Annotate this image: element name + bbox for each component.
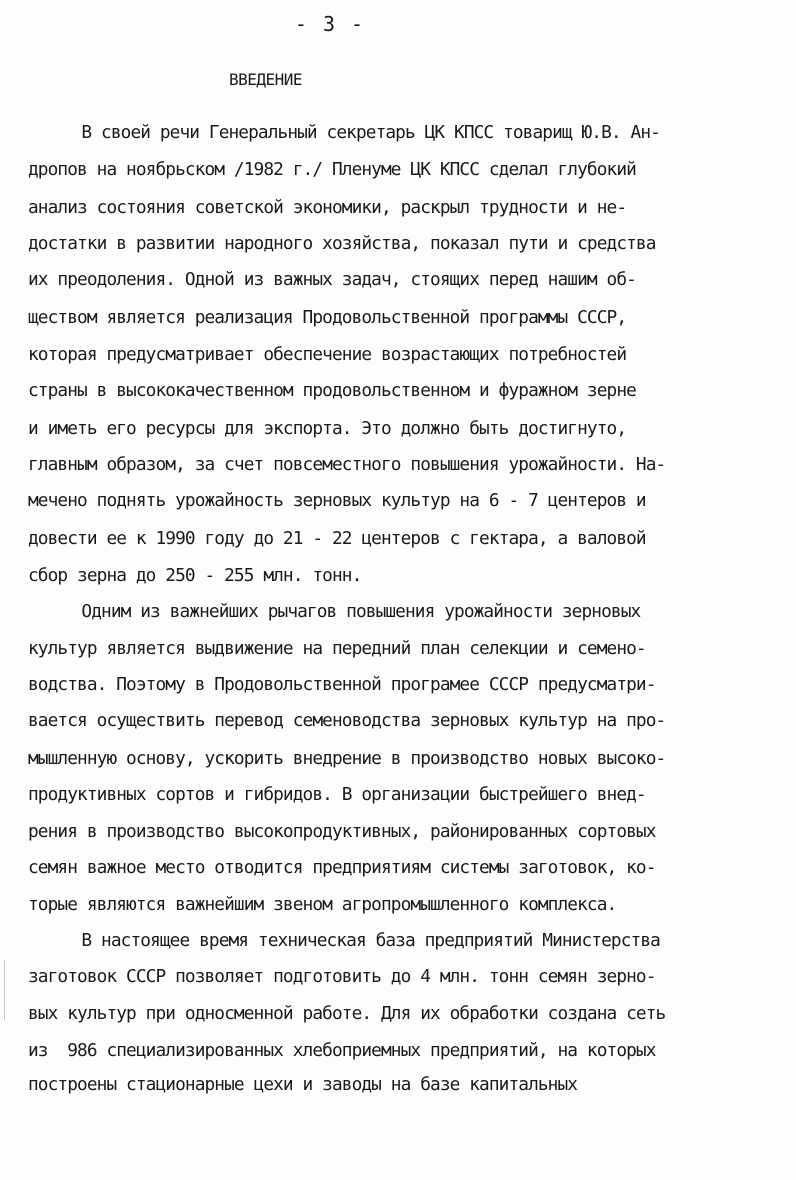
text-line: страны в высококачественном продовольственном и фуражном зерне — [28, 380, 636, 401]
text-line: сбор зерна до 250 - 255 млн. тонн. — [28, 565, 362, 586]
text-line: вых культур при односменной работе. Для их обработки создана сеть — [28, 1003, 666, 1024]
text-line: мышленную основу, ускорить внедрение в производство новых высоко- — [28, 748, 666, 769]
text-line: главным образом, за счет повсеместного повышения урожайности. На- — [28, 454, 666, 475]
text-line: семян важное место отводится предприятиям системы заготовок, ко- — [28, 857, 656, 878]
text-line: мечено поднять урожайность зерновых культур на 6 - 7 центеров и — [28, 490, 646, 511]
text-line: анализ состояния советской экономики, раскрыл трудности и не- — [28, 197, 627, 218]
text-line: дропов на ноябрьском /1982 г./ Пленуме ЦК КПСС сделал глубокий — [28, 159, 636, 180]
text-line: торые являются важнейшим звеном агропромышленного комплекса. — [28, 894, 617, 915]
text-line: достатки в развитии народного хозяйства, показал пути и средства — [28, 233, 656, 254]
text-line: Одним из важнейших рычагов повышения урожайности зерновых — [52, 601, 641, 622]
text-line: довести ее к 1990 году до 21 - 22 центеров с гектара, а валовой — [28, 528, 646, 549]
text-line: В настоящее время техническая база предприятий Министерства — [52, 930, 660, 951]
text-line: продуктивных сортов и гибридов. В организации быстрейшего внед- — [28, 784, 646, 805]
text-line: ществом является реализация Продовольственной программы СССР, — [28, 307, 627, 328]
margin-mark — [4, 960, 5, 1020]
text-line: В своей речи Генеральный секретарь ЦК КПСС товарищ Ю.В. Ан- — [52, 122, 660, 143]
text-line: построены стационарные цехи и заводы на базе капитальных — [28, 1074, 578, 1095]
text-line: которая предусматривает обеспечение возрастающих потребностей — [28, 344, 627, 365]
text-line: и иметь его ресурсы для экспорта. Это должно быть достигнуто, — [28, 418, 627, 439]
text-line: из 986 специализированных хлебоприемных предприятий, на которых — [28, 1040, 656, 1061]
text-line: их преодоления. Одной из важных задач, стоящих перед нашим об- — [28, 269, 636, 290]
text-line: заготовок СССР позволяет подготовить до 4 млн. тонн семян зерно- — [28, 966, 656, 987]
section-heading: ВВЕДЕНИЕ — [229, 70, 303, 89]
text-line: водства. Поэтому в Продовольственной програмее СССР предусматри- — [28, 674, 656, 695]
text-line: вается осуществить перевод семеноводства зерновых культур на про- — [28, 710, 666, 731]
text-line: культур является выдвижение на передний план селекции и семено- — [28, 638, 646, 659]
text-line: рения в производство высокопродуктивных, районированных сортовых — [28, 821, 656, 842]
page-number: - 3 - — [294, 12, 366, 36]
